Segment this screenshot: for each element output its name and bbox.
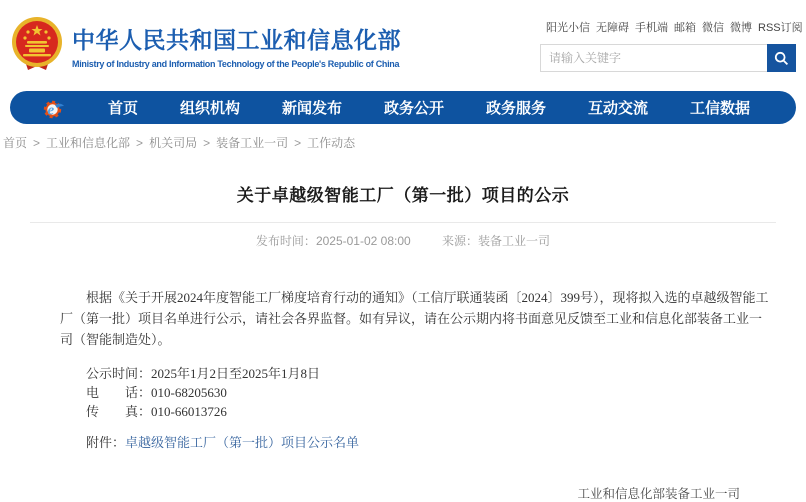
breadcrumb-home[interactable]: 首页 [3,136,28,150]
breadcrumb-equipment-dept[interactable]: 装备工业一司 [216,136,289,150]
search-icon [774,51,789,66]
article-meta [0,232,806,249]
top-link-accessibility[interactable]: 无障碍 [596,22,629,34]
breadcrumb-separator: > [136,135,144,150]
article-title: 关于卓越级智能工厂（第一批）项目的公示 [236,186,570,205]
article [0,181,806,502]
nav-item-interaction[interactable]: 互动交流 [587,100,648,117]
site-subtitle: Ministry of Industry and Information Technology of the People's Republic of China [72,58,400,69]
breadcrumb-separator: > [294,135,302,150]
breadcrumb-departments[interactable]: 机关司局 [149,136,198,150]
attachment-link[interactable]: 卓越级智能工厂（第一批）项目公示名单 [125,435,360,450]
nav-item-home[interactable]: 首页 [107,100,138,117]
signature: 工业和信息化部装备工业一司 [577,487,740,501]
article-body [60,287,770,502]
nav-item-organization[interactable]: 组织机构 [179,100,240,117]
site-title: 中华人民共和国工业和信息化部 [72,26,401,53]
breadcrumb [3,134,806,151]
top-link-weibo[interactable]: 微博 [730,22,752,34]
brand[interactable] [10,14,401,76]
article-paragraph: 根据《关于开展2024年度智能工厂梯度培育行动的通知》（工信厅联通装函〔2024〕399号），现将拟入选的卓越级智能工厂（第一批）项目名单进行公示，请社会各界监督。如有异议，请在公示期内将书面意见反馈至工业和信息化部装备工业一司（智能制造处）。 [60,290,769,347]
site-header [0,0,806,76]
top-link-wechat[interactable]: 微信 [702,22,724,34]
top-link-mobile[interactable]: 手机端 [635,22,668,34]
publish-time: 2025-01-02 08:00 [315,234,411,248]
header-right [540,14,803,76]
attachment-line [60,433,770,452]
phone-line: 电 话：010-68205630 [86,385,227,400]
contact-info [60,364,770,421]
fax-line: 传 真：010-66013726 [86,404,227,419]
top-link-rss[interactable]: RSS订阅 [758,22,803,34]
source: 装备工业一司 [478,234,551,248]
top-link-mail[interactable]: 邮箱 [674,22,696,34]
breadcrumb-separator: > [33,135,41,150]
search-input[interactable] [540,44,767,72]
attachment-label: 附件： [86,435,126,450]
notice-period: 公示时间：2025年1月2日至2025年1月8日 [86,366,321,381]
brand-text [72,22,401,69]
main-nav [10,91,796,124]
breadcrumb-separator: > [203,135,211,150]
source-label: 来源： [442,234,479,248]
nav-item-news[interactable]: 新闻发布 [281,100,342,117]
miit-gear-logo-icon[interactable] [42,96,66,120]
search-bar [540,44,796,72]
top-links [540,19,803,35]
breadcrumb-miit[interactable]: 工业和信息化部 [46,136,131,150]
top-link-sunshine-assistant[interactable]: 阳光小信 [546,22,590,34]
nav-item-gov-disclosure[interactable]: 政务公开 [383,100,444,117]
publish-time-label: 发布时间： [255,234,316,248]
search-button[interactable] [767,44,796,72]
nav-item-gov-services[interactable]: 政务服务 [485,100,546,117]
breadcrumb-work-updates[interactable]: 工作动态 [307,136,356,150]
svg-text:e: e [47,102,55,118]
nav-item-miit-data[interactable]: 工信数据 [689,100,750,117]
national-emblem-icon [10,16,64,74]
title-divider [30,222,776,223]
